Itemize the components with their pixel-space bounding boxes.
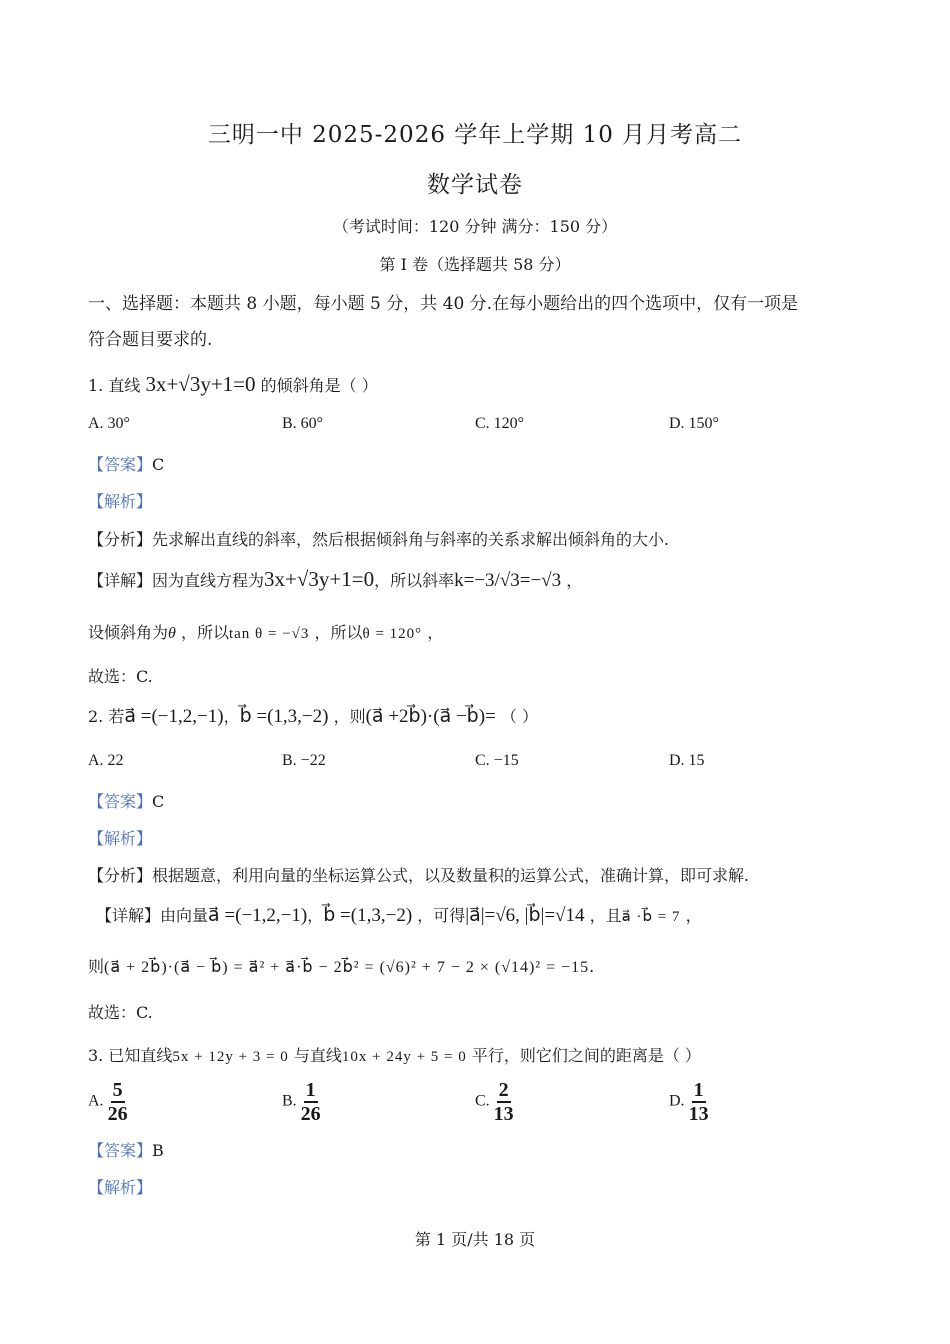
q1-option-a: A. 30° <box>88 415 130 432</box>
q2-option-c: C. −15 <box>475 752 519 769</box>
q1-equation: 3x+√3y+1=0 <box>145 372 256 396</box>
answer-value: B <box>152 1141 164 1160</box>
q3-stem: 3. 已知直线5x + 12y + 3 = 0 与直线10x + 24y + 5 = 0 平行，则它们之间的距离是（ ） <box>88 1046 701 1065</box>
q2-vector-b: b⃗ =(1,3,−2) <box>239 706 329 727</box>
q3-explain-tag: 【解析】 <box>88 1178 153 1197</box>
q2-explain-tag: 【解析】 <box>88 829 153 848</box>
q2-conclusion: 故选：C. <box>88 1003 153 1022</box>
exam-subject: 数学试卷 <box>427 172 523 198</box>
section-intro-line2: 符合题目要求的. <box>88 330 213 350</box>
q2-stem: 2. 若a⃗ =(−1,2,−1)，b⃗ =(1,3,−2) ，则(a⃗ +2b⃗)·(a⃗ −b⃗)= （ ） <box>88 706 538 727</box>
fraction: $\frac{1}{26}$ <box>300 1079 321 1125</box>
q1-option-c: C. 120° <box>475 415 525 432</box>
q2-option-a: A. 22 <box>88 752 124 769</box>
q1-option-b: B. 60° <box>282 415 324 432</box>
q2-detail: 【详解】由向量a⃗ =(−1,2,−1)，b⃗ =(1,3,−2) ，可得|a⃗|=√6, |b⃗|=√14 ，且a⃗ ·b⃗ = 7 ， <box>96 905 702 926</box>
volume-heading: 第 I 卷（选择题共 58 分） <box>379 255 571 274</box>
q1-conclusion: 故选：C. <box>88 667 153 686</box>
exam-title: 三明一中 2025-2026 学年上学期 10 月月考高二 <box>207 122 743 148</box>
page-number: 第 1 页/共 18 页 <box>414 1230 536 1249</box>
exam-info: （考试时间：120 分钟 满分：150 分） <box>332 217 618 236</box>
q2-expression: (a⃗ +2b⃗)·(a⃗ −b⃗)= <box>365 706 496 727</box>
q2-detail-line2: 则(a⃗ + 2b⃗)·(a⃗ − b⃗) = a⃗² + a⃗·b⃗ − 2b⃗² = (√6)² + 7 − 2 × (√14)² = −15. <box>88 957 595 976</box>
q1-detail-slope: k=−3/√3=−√3 <box>454 570 562 591</box>
q1-analysis <box>88 527 669 550</box>
q2-norms: |a⃗|=√6, |b⃗|=√14 <box>465 905 585 926</box>
q2-dot-product: a⃗ ·b⃗ = 7 <box>621 909 681 925</box>
q2-option-d: D. 15 <box>669 752 705 769</box>
fraction: $\frac{5}{26}$ <box>107 1079 128 1125</box>
q1-suffix: 的倾斜角是（ ） <box>260 376 378 395</box>
answer-tag: 【答案】 <box>88 1141 153 1160</box>
detail-tag: 【详解】 <box>96 906 161 925</box>
q3-option-b: B. $\frac{1}{26}$ <box>282 1079 321 1125</box>
q2-computation: (a⃗ + 2b⃗)·(a⃗ − b⃗) = a⃗² + a⃗·b⃗ − 2b⃗² = (√6)² + 7 − 2 × (√14)² = −15 <box>104 959 590 976</box>
fraction: $\frac{1}{13}$ <box>688 1079 709 1125</box>
q3-answer <box>88 1138 164 1161</box>
q2-vector-a: a⃗ =(−1,2,−1) <box>124 706 224 727</box>
q1-answer <box>88 452 164 475</box>
detail-tag: 【详解】 <box>88 571 153 590</box>
analysis-tag: 【分析】 <box>88 866 153 885</box>
q1-stem <box>88 372 378 397</box>
answer-tag: 【答案】 <box>88 455 153 474</box>
answer-value: C <box>152 455 165 474</box>
q3-option-a: A. $\frac{5}{26}$ <box>88 1079 128 1125</box>
analysis-tag: 【分析】 <box>88 530 153 549</box>
q2-analysis <box>88 863 749 886</box>
q1-detail: 【详解】因为直线方程为3x+√3y+1=0，所以斜率k=−3/√3=−√3 ， <box>88 567 583 591</box>
q3-option-c: C. $\frac{2}{13}$ <box>475 1079 514 1125</box>
q1-theta-value: θ = 120° <box>362 626 423 642</box>
q2-option-b: B. −22 <box>282 752 326 769</box>
section-intro-line1: 一、选择题：本题共 8 小题，每小题 5 分，共 40 分.在每小题给出的四个选项中，仅有一项是 <box>88 294 799 314</box>
q1-explain-tag: 【解析】 <box>88 492 153 511</box>
q1-prefix: 1. 直线 <box>88 376 141 395</box>
q3-line2: 10x + 24y + 5 = 0 <box>341 1049 467 1065</box>
analysis-text: 根据题意，利用向量的坐标运算公式，以及数量积的运算公式，准确计算，即可求解. <box>152 866 750 885</box>
q3-line1: 5x + 12y + 3 = 0 <box>172 1049 289 1065</box>
answer-value: C <box>152 792 165 811</box>
q1-tan-equation: tan θ = −√3 <box>228 626 310 642</box>
q1-option-d: D. 150° <box>669 415 719 432</box>
fraction: $\frac{2}{13}$ <box>493 1079 514 1125</box>
q3-option-d: D. $\frac{1}{13}$ <box>669 1079 709 1125</box>
q1-detail-equation: 3x+√3y+1=0 <box>264 567 375 591</box>
q2-answer <box>88 789 164 812</box>
analysis-text: 先求解出直线的斜率，然后根据倾斜角与斜率的关系求解出倾斜角的大小. <box>152 530 670 549</box>
q1-detail-line2: 设倾斜角为θ ，所以tan θ = −√3 ，所以θ = 120° ， <box>88 623 444 642</box>
answer-tag: 【答案】 <box>88 792 153 811</box>
